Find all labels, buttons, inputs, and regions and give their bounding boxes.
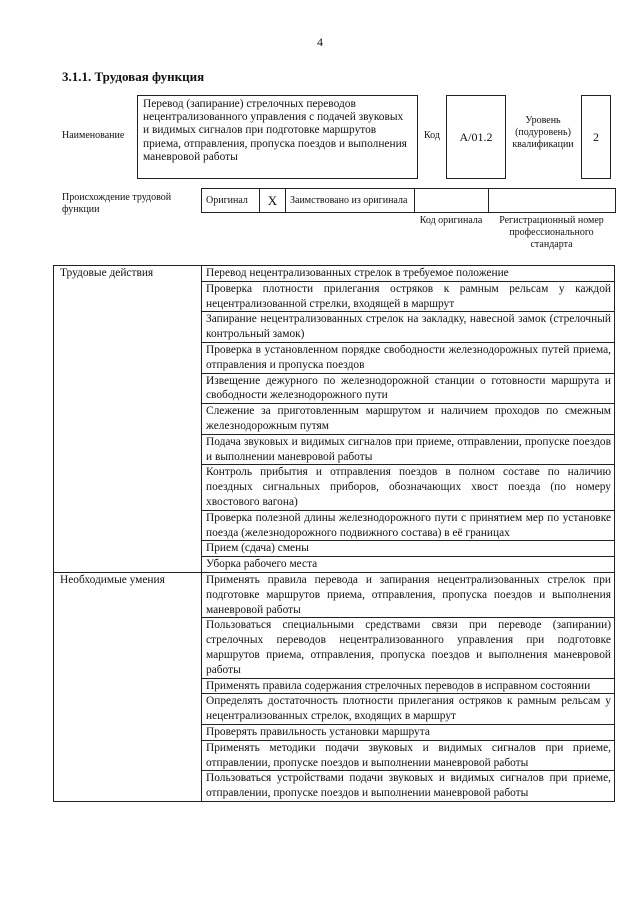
- labor-action-item: Проверка в установленном порядке свободности железнодорожных путей приема, отправления и пропуска поездов: [202, 342, 615, 373]
- labor-actions-label: Трудовые действия: [54, 266, 202, 573]
- origin-table: [201, 188, 616, 213]
- labor-function-table: [53, 265, 615, 802]
- page-number: 4: [317, 35, 323, 49]
- table-row: [54, 266, 615, 282]
- labor-action-item: Слежение за приготовленным маршрутом и наличием проходов по смежным железнодорожным путям: [202, 404, 615, 435]
- labor-action-item: Извещение дежурного по железнодорожной станции о готовности маршрута и свободности железнодорожного пути: [202, 373, 615, 404]
- reg-caption: Регистрационный номер профессионального стандарта: [499, 215, 604, 250]
- original-mark: X: [260, 189, 286, 213]
- registration-number-cell: [489, 189, 616, 213]
- labor-action-item: Уборка рабочего места: [202, 557, 615, 573]
- labor-action-item: Прием (сдача) смены: [202, 541, 615, 557]
- skill-item: Применять правила перевода и запирания нецентрализованных стрелок при подготовке маршрутов приема, отправления, пропуска поездов и выполнения маневровой работы: [202, 572, 615, 617]
- name-label: Наименование: [62, 130, 125, 141]
- code-caption: Код оригинала: [419, 215, 483, 226]
- level-label: Уровень (подуровень) квалификации: [512, 115, 574, 150]
- table-row: [54, 572, 615, 617]
- labor-action-item: Подача звуковых и видимых сигналов при приеме, отправлении, пропуске поездов и выполнении маневровой работы: [202, 434, 615, 465]
- skills-label: Необходимые умения: [54, 572, 202, 801]
- labor-action-item: Контроль прибытия и отправления поездов в полном составе по наличию поездных сигнальных приборов, обозначающих хвост поезда (по номеру хвостового вагона): [202, 465, 615, 510]
- function-code: А/01.2: [446, 95, 506, 179]
- code-label: Код: [424, 130, 440, 141]
- skill-item: Определять достаточность плотности прилегания остряков к рамным рельсам у нецентрализованных стрелок, входящих в маршрут: [202, 694, 615, 725]
- labor-action-item: Перевод нецентрализованных стрелок в требуемое положение: [202, 266, 615, 282]
- labor-action-item: Проверка полезной длины железнодорожного пути с принятием мер по установке поезда (железнодорожного подвижного состава) в её границах: [202, 510, 615, 541]
- skill-item: Применять правила содержания стрелочных переводов в исправном состоянии: [202, 678, 615, 694]
- function-name-box: Перевод (запирание) стрелочных переводов нецентрализованного управления с подачей звуковых и видимых сигналов при подготовке маршрутов приема, отправления, пропуска поездов и выполнения маневровой работы: [137, 95, 418, 179]
- labor-action-item: Запирание нецентрализованных стрелок на закладку, навесной замок (стрелочный контрольный замок): [202, 312, 615, 343]
- skill-item: Пользоваться устройствами подачи звуковых и видимых сигналов при приеме, отправлении, пропуске поездов и выполнении маневровой работы: [202, 771, 615, 802]
- original-code-cell: [415, 189, 489, 213]
- original-label: Оригинал: [202, 189, 260, 213]
- labor-action-item: Проверка плотности прилегания остряков к рамным рельсам у каждой нецентрализованной стрелки, входящей в маршрут: [202, 281, 615, 312]
- skill-item: Пользоваться специальными средствами связи при переводе (запирании) стрелочных переводов нецентрализованного управления при подготовке маршрутов приема, отправления, пропуска поездов и выполнения маневровой работы: [202, 618, 615, 678]
- section-title: 3.1.1. Трудовая функция: [62, 69, 205, 84]
- borrowed-label: Заимствовано из оригинала: [286, 189, 415, 213]
- skill-item: Применять методики подачи звуковых и видимых сигналов при приеме, отправлении, пропуске поездов и выполнении маневровой работы: [202, 740, 615, 771]
- origin-label: Происхождение трудовой функции: [62, 192, 172, 215]
- skill-item: Проверять правильность установки маршрута: [202, 724, 615, 740]
- qualification-level: 2: [581, 95, 611, 179]
